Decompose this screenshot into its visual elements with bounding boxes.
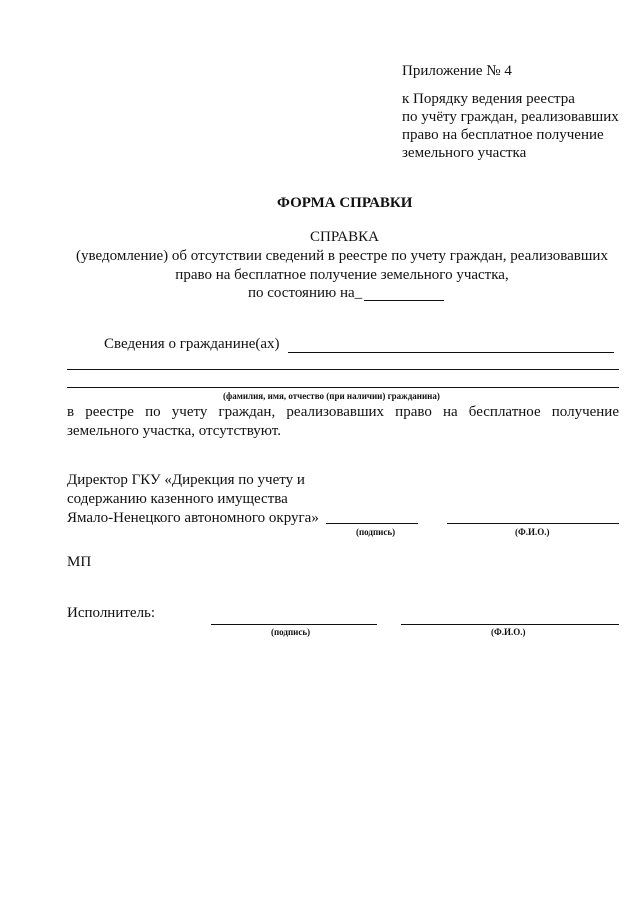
certificate-subtitle-line: (уведомление) об отсутствии сведений в реестре по учету граждан, реализовавших [76, 248, 608, 264]
as-of-date-label: по состоянию на_ [248, 285, 363, 301]
appendix-block [402, 90, 619, 162]
director-name-hint: (Ф.И.О.) [515, 527, 550, 537]
body-text: в реестре по учету граждан, реализовавших право на бесплатное получение земельного участка, отсутствуют. [67, 404, 619, 439]
director-line: содержанию казенного имущества [67, 491, 288, 507]
appendix-line: земельного участка [402, 145, 527, 161]
director-signature-field[interactable] [326, 523, 418, 524]
director-block [67, 471, 319, 528]
director-signature-hint: (подпись) [356, 527, 396, 537]
executor-signature-field[interactable] [211, 624, 377, 625]
as-of-date-field[interactable] [364, 300, 444, 301]
certificate-title: СПРАВКА [310, 229, 379, 245]
director-line: Ямало-Ненецкого автономного округа» [67, 510, 319, 526]
executor-name-hint: (Ф.И.О.) [491, 627, 526, 637]
citizen-name-field-3[interactable] [67, 387, 619, 388]
appendix-line: право на бесплатное получение [402, 127, 604, 143]
certificate-subtitle-line: право на бесплатное получение земельного участка, [175, 267, 509, 283]
appendix-line: к Порядку ведения реестра [402, 91, 575, 107]
citizen-label: Сведения о гражданине(ах) [104, 336, 280, 352]
citizen-name-field-2[interactable] [67, 369, 619, 370]
citizen-field-hint: (фамилия, имя, отчество (при наличии) гражданина) [223, 391, 440, 401]
appendix-line: по учёту граждан, реализовавших [402, 109, 619, 125]
citizen-name-field[interactable] [288, 352, 614, 353]
director-line: Директор ГКУ «Дирекция по учету и [67, 472, 305, 488]
form-title: ФОРМА СПРАВКИ [277, 195, 413, 211]
executor-signature-hint: (подпись) [271, 627, 311, 637]
appendix-number: Приложение № 4 [402, 63, 512, 79]
director-name-field[interactable] [447, 523, 619, 524]
stamp-label: МП [67, 554, 92, 570]
executor-label: Исполнитель: [67, 605, 156, 621]
executor-name-field[interactable] [401, 624, 619, 625]
